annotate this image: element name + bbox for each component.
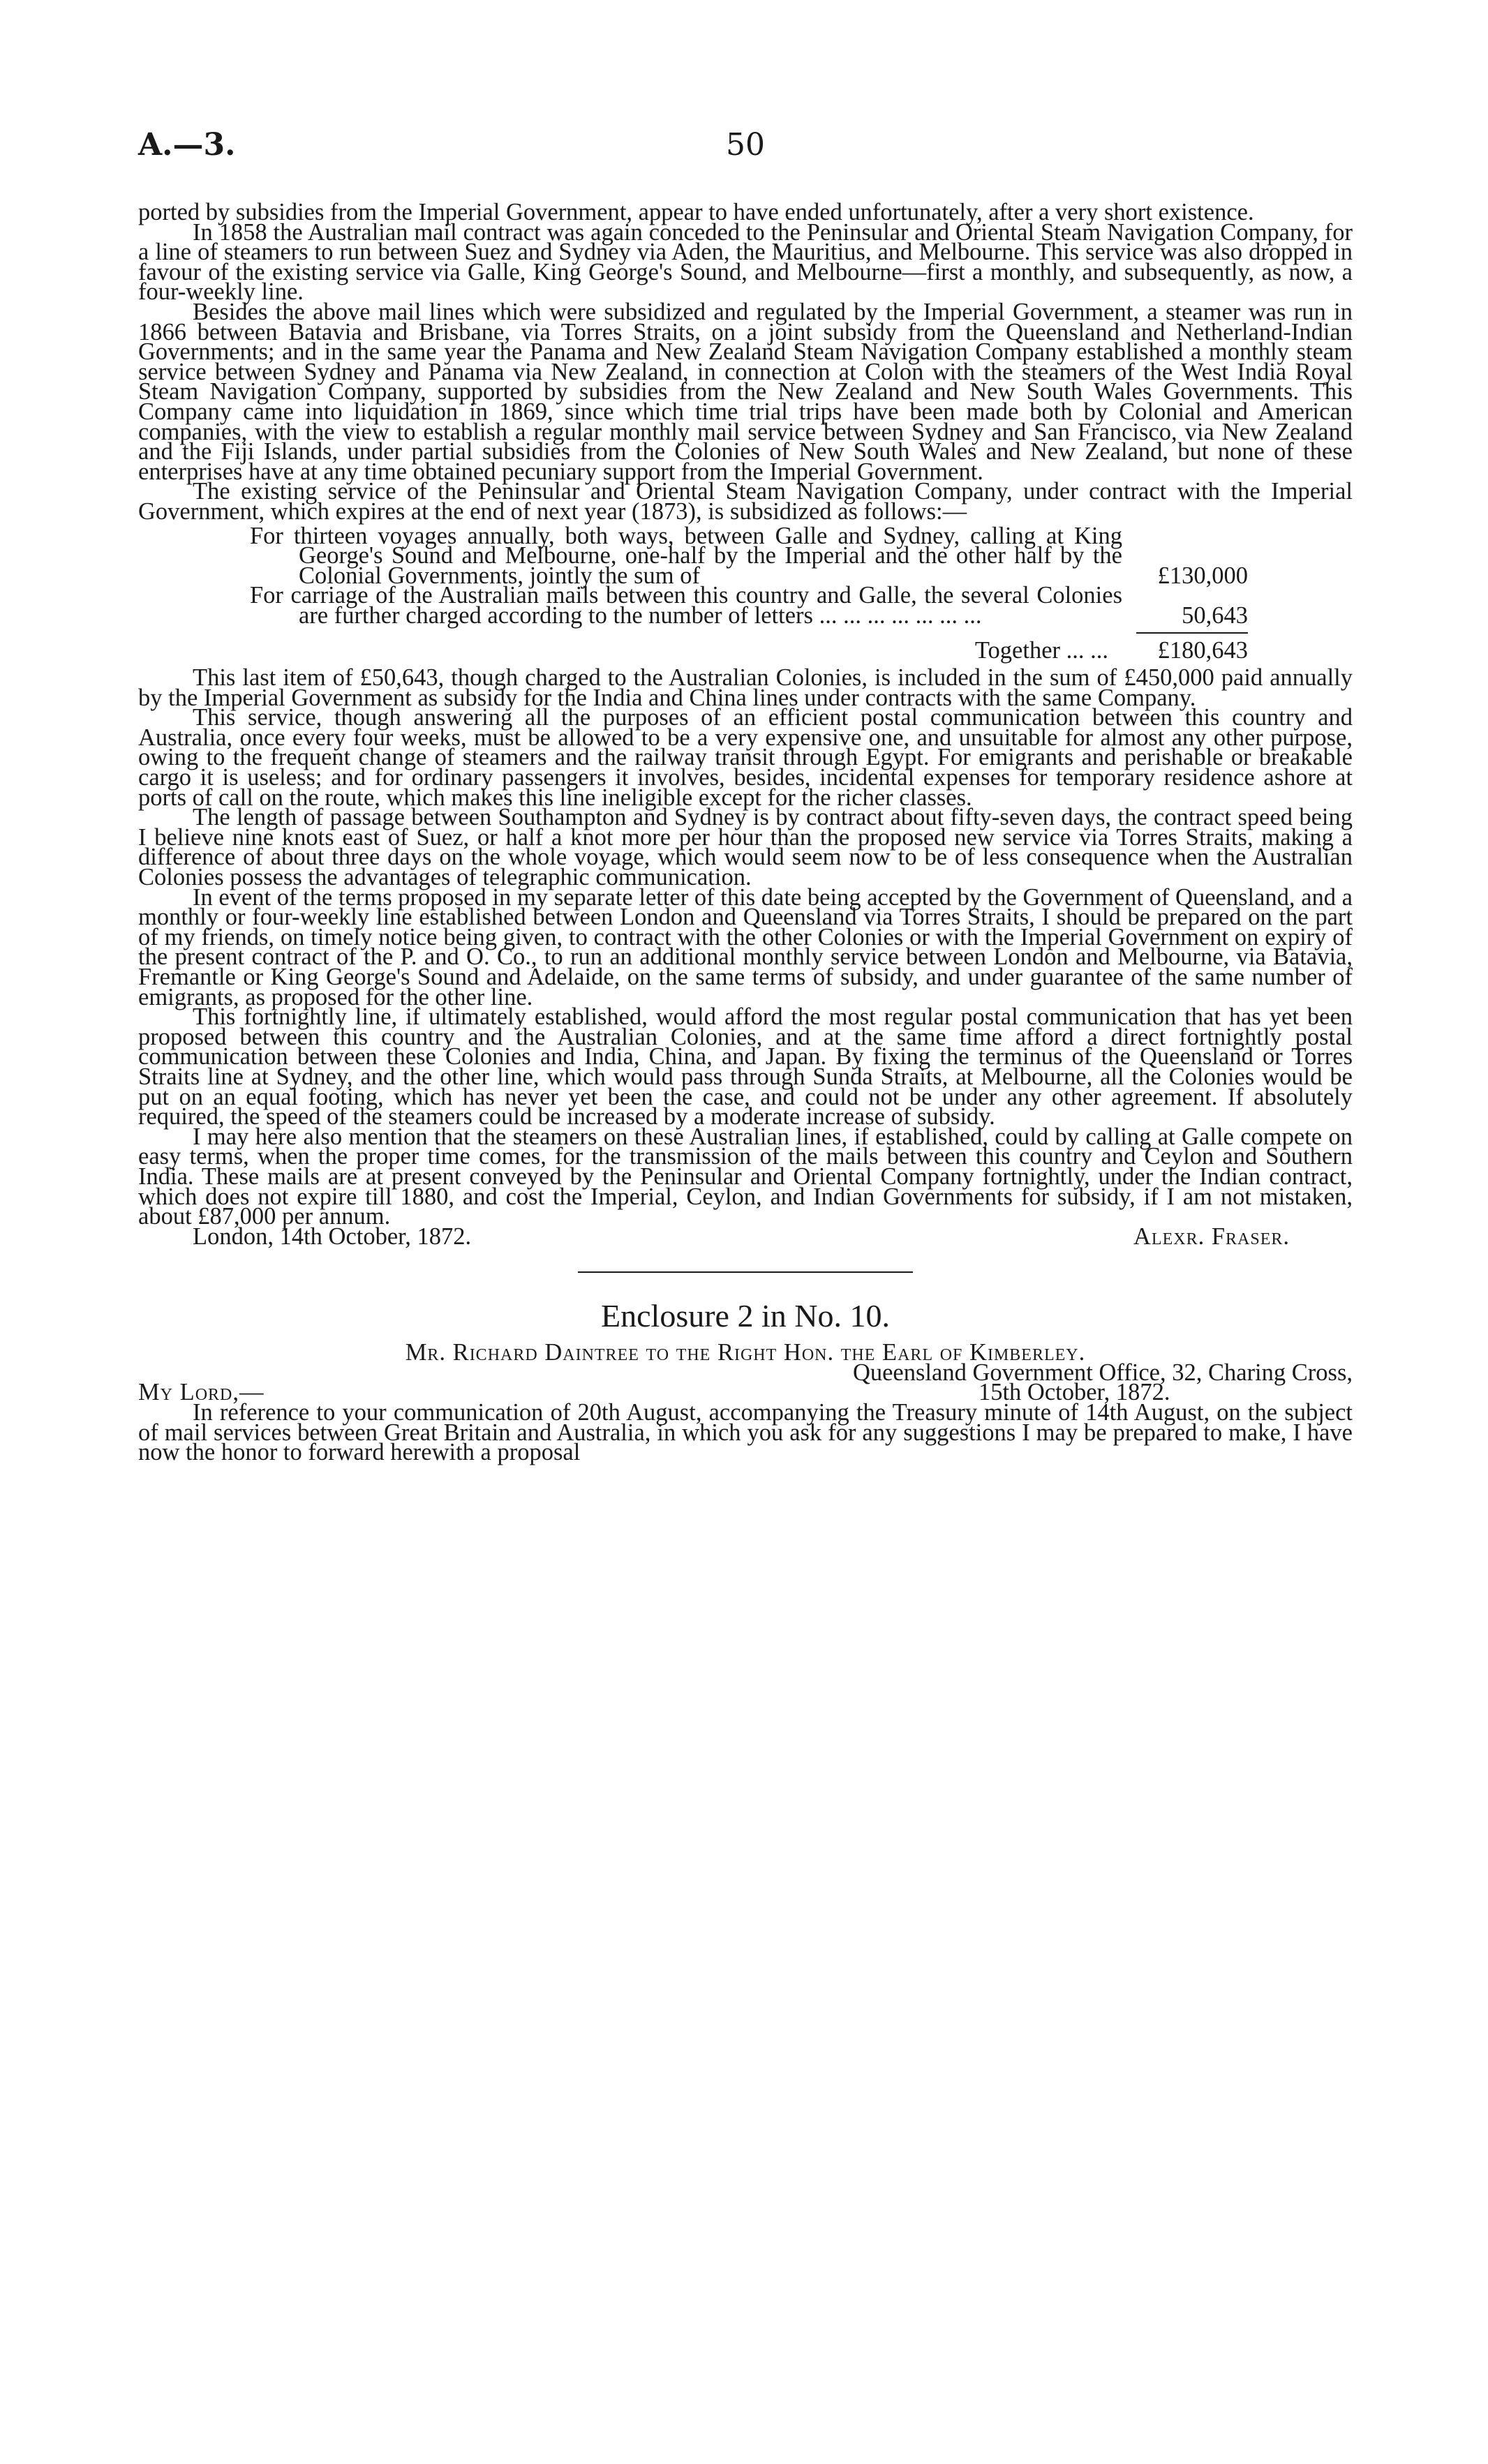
enclosure-subtitle: Mr. Richard Daintree to the Right Hon. the Earl of Kimberley. [405,1339,1086,1366]
schedule-item-text: For thirteen voyages annually, both ways, between Galle and Sydney, calling at King George's Sound and Melbourne, one-half by the Imperial and the other half by the Colonial Governments, jointly the sum of [250,522,1122,589]
enclosure-title: Enclosure 2 in No. 10. [601,1298,890,1334]
paragraph: In 1858 the Australian mail contract was again conceded to the Peninsular and Oriental Steam Navigation Company, for a line of steamers to run between Suez and Sydney via Aden, the Mauritius, and Melbourne. This service was also dropped in favour of the existing service via Galle, King George's Sound, and Melbourne—first a monthly, and subsequently, as now, a four-weekly line. [138,218,1353,306]
total-rule [1136,632,1248,634]
paragraph: In reference to your communication of 20th August, accompanying the Treasury minute of 14th August, on the subject of mail services between Great Britain and Australia, in which you ask for any suggestions I may be prepared to make, I have now the honor to forward herewith a proposal [138,1399,1353,1466]
signoff [138,1223,1353,1250]
paragraph: This service, though answering all the purposes of an efficient postal communication between this country and Australia, once every four weeks, must be allowed to be a very expensive one, and unsuitable for almost any other purpose, owing to the frequent change of steamers and the railway transit through Egypt. For emigrants and perishable or breakable cargo it is useless; and for ordinary passengers it involves, besides, incidental expenses for temporary residence ashore at ports of call on the route, which makes this line ineligible except for the richer classes. [138,704,1353,811]
paragraph: This fortnightly line, if ultimately established, would afford the most regular postal communication that has yet been proposed between this country and the Australian Colonies, and at the same time afford a direct fortnightly postal communication between these Colonies and India, China, and Japan. By fixing the terminus of the Queensland or Torres Straits line at Sydney, and the other line, which would pass through Sunda Straits, at Melbourne, all the Colonies would be put on an equal footing, which has never yet been the case, and could not be under any other agreement. If absolutely required, the speed of the steamers could be increased by a moderate increase of subsidy. [138,1003,1353,1130]
section-divider [578,1271,913,1273]
schedule-row [138,582,1353,629]
place-date: London, 14th October, 1872. [193,1223,472,1250]
paragraph: This last item of £50,643, though charged to the Australian Colonies, is included in the sum of £450,000 paid annually by the Imperial Government as subsidy for the India and China lines under contracts with the same Company. [138,664,1353,711]
paragraph: Besides the above mail lines which were subsidized and regulated by the Imperial Government, a steamer was run in 1866 between Batavia and Brisbane, via Torres Straits, on a joint subsidy from the Queensland and Netherland-Indian Governments; and in the same year the Panama and New Zealand Steam Navigation Company established a monthly steam service between Sydney and Panama via New Zealand, in connection at Colon with the steamers of the West India Royal Steam Navigation Company, supported by subsidies from the New Zealand and New South Wales Governments. This Company came into liquidation in 1869, since which time trial trips have been made both by Colonial and American companies, with the view to establish a regular monthly mail service between Sydney and San Francisco, via New Zealand and the Fiji Islands, under partial subsidies from the Colonies of New South Wales and New Zealand, but none of these enterprises have at any time obtained pecuniary support from the Imperial Government. [138,298,1353,485]
subsidy-schedule [138,522,1353,664]
signature: Alexr. Fraser. [1133,1223,1290,1250]
document-body [138,199,1353,1466]
sender-address: Queensland Government Office, 32, Charing Cross, [852,1359,1353,1386]
schedule-item-amount: £130,000 [1157,562,1248,589]
page-header [138,127,1353,169]
total-label: Together ... ... [974,637,1108,664]
paragraph: The length of passage between Southampton and Sydney is by contract about fifty-seven days, the contract speed being I believe nine knots east of Suez, or half a knot more per hour than the proposed new service via Torres Straits, making a difference of about three days on the whole voyage, which would seem now to be of less consequence when the Australian Colonies possess the advantages of telegraphic communication. [138,804,1353,890]
page-number: 50 [726,127,765,163]
total-amount: £180,643 [1157,637,1248,664]
document-reference: A.—3. [138,127,236,163]
salutation: My Lord,— [138,1379,265,1406]
paragraph: I may here also mention that the steamers on these Australian lines, if established, could by calling at Galle compete on easy terms, when the proper time comes, for the transmission of the mails between this country and Ceylon and Southern India. These mails are at present conveyed by the Peninsular and Oriental Company fortnightly, under the Indian contract, which does not expire till 1880, and cost the Imperial, Ceylon, and Indian Governments for subsidy, if I am not mistaken, about £87,000 per annum. [138,1123,1353,1230]
paragraph-continued: ported by subsidies from the Imperial Government, appear to have ended unfortunately, after a very short existence. [138,199,1254,225]
letter-date: 15th October, 1872. [978,1379,1170,1406]
schedule-row [138,522,1353,589]
letter-address-block [138,1359,1353,1406]
paragraph: The existing service of the Peninsular and Oriental Steam Navigation Company, under contract with the Imperial Government, which expires at the end of next year (1873), is subsidized as follows:— [138,478,1353,525]
paragraph: In event of the terms proposed in my separate letter of this date being accepted by the Government of Queensland, and a monthly or four-weekly line established between London and Queensland via Torres Straits, I should be prepared on the part of my friends, on timely notice being given, to contract with the other Colonies or with the Imperial Government on expiry of the present contract of the P. and O. Co., to run an additional monthly service between London and Melbourne, via Batavia, Fremantle or King George's Sound and Adelaide, on the same terms of subsidy, and under guarantee of the same number of emigrants, as proposed for the other line. [138,883,1353,1010]
schedule-item-text: For carriage of the Australian mails between this country and Galle, the several Colonies are further charged according to the number of letters ... ... ... ... ... ... ... [250,582,1122,629]
schedule-item-amount: 50,643 [1182,602,1248,629]
schedule-total-row [138,637,1353,664]
